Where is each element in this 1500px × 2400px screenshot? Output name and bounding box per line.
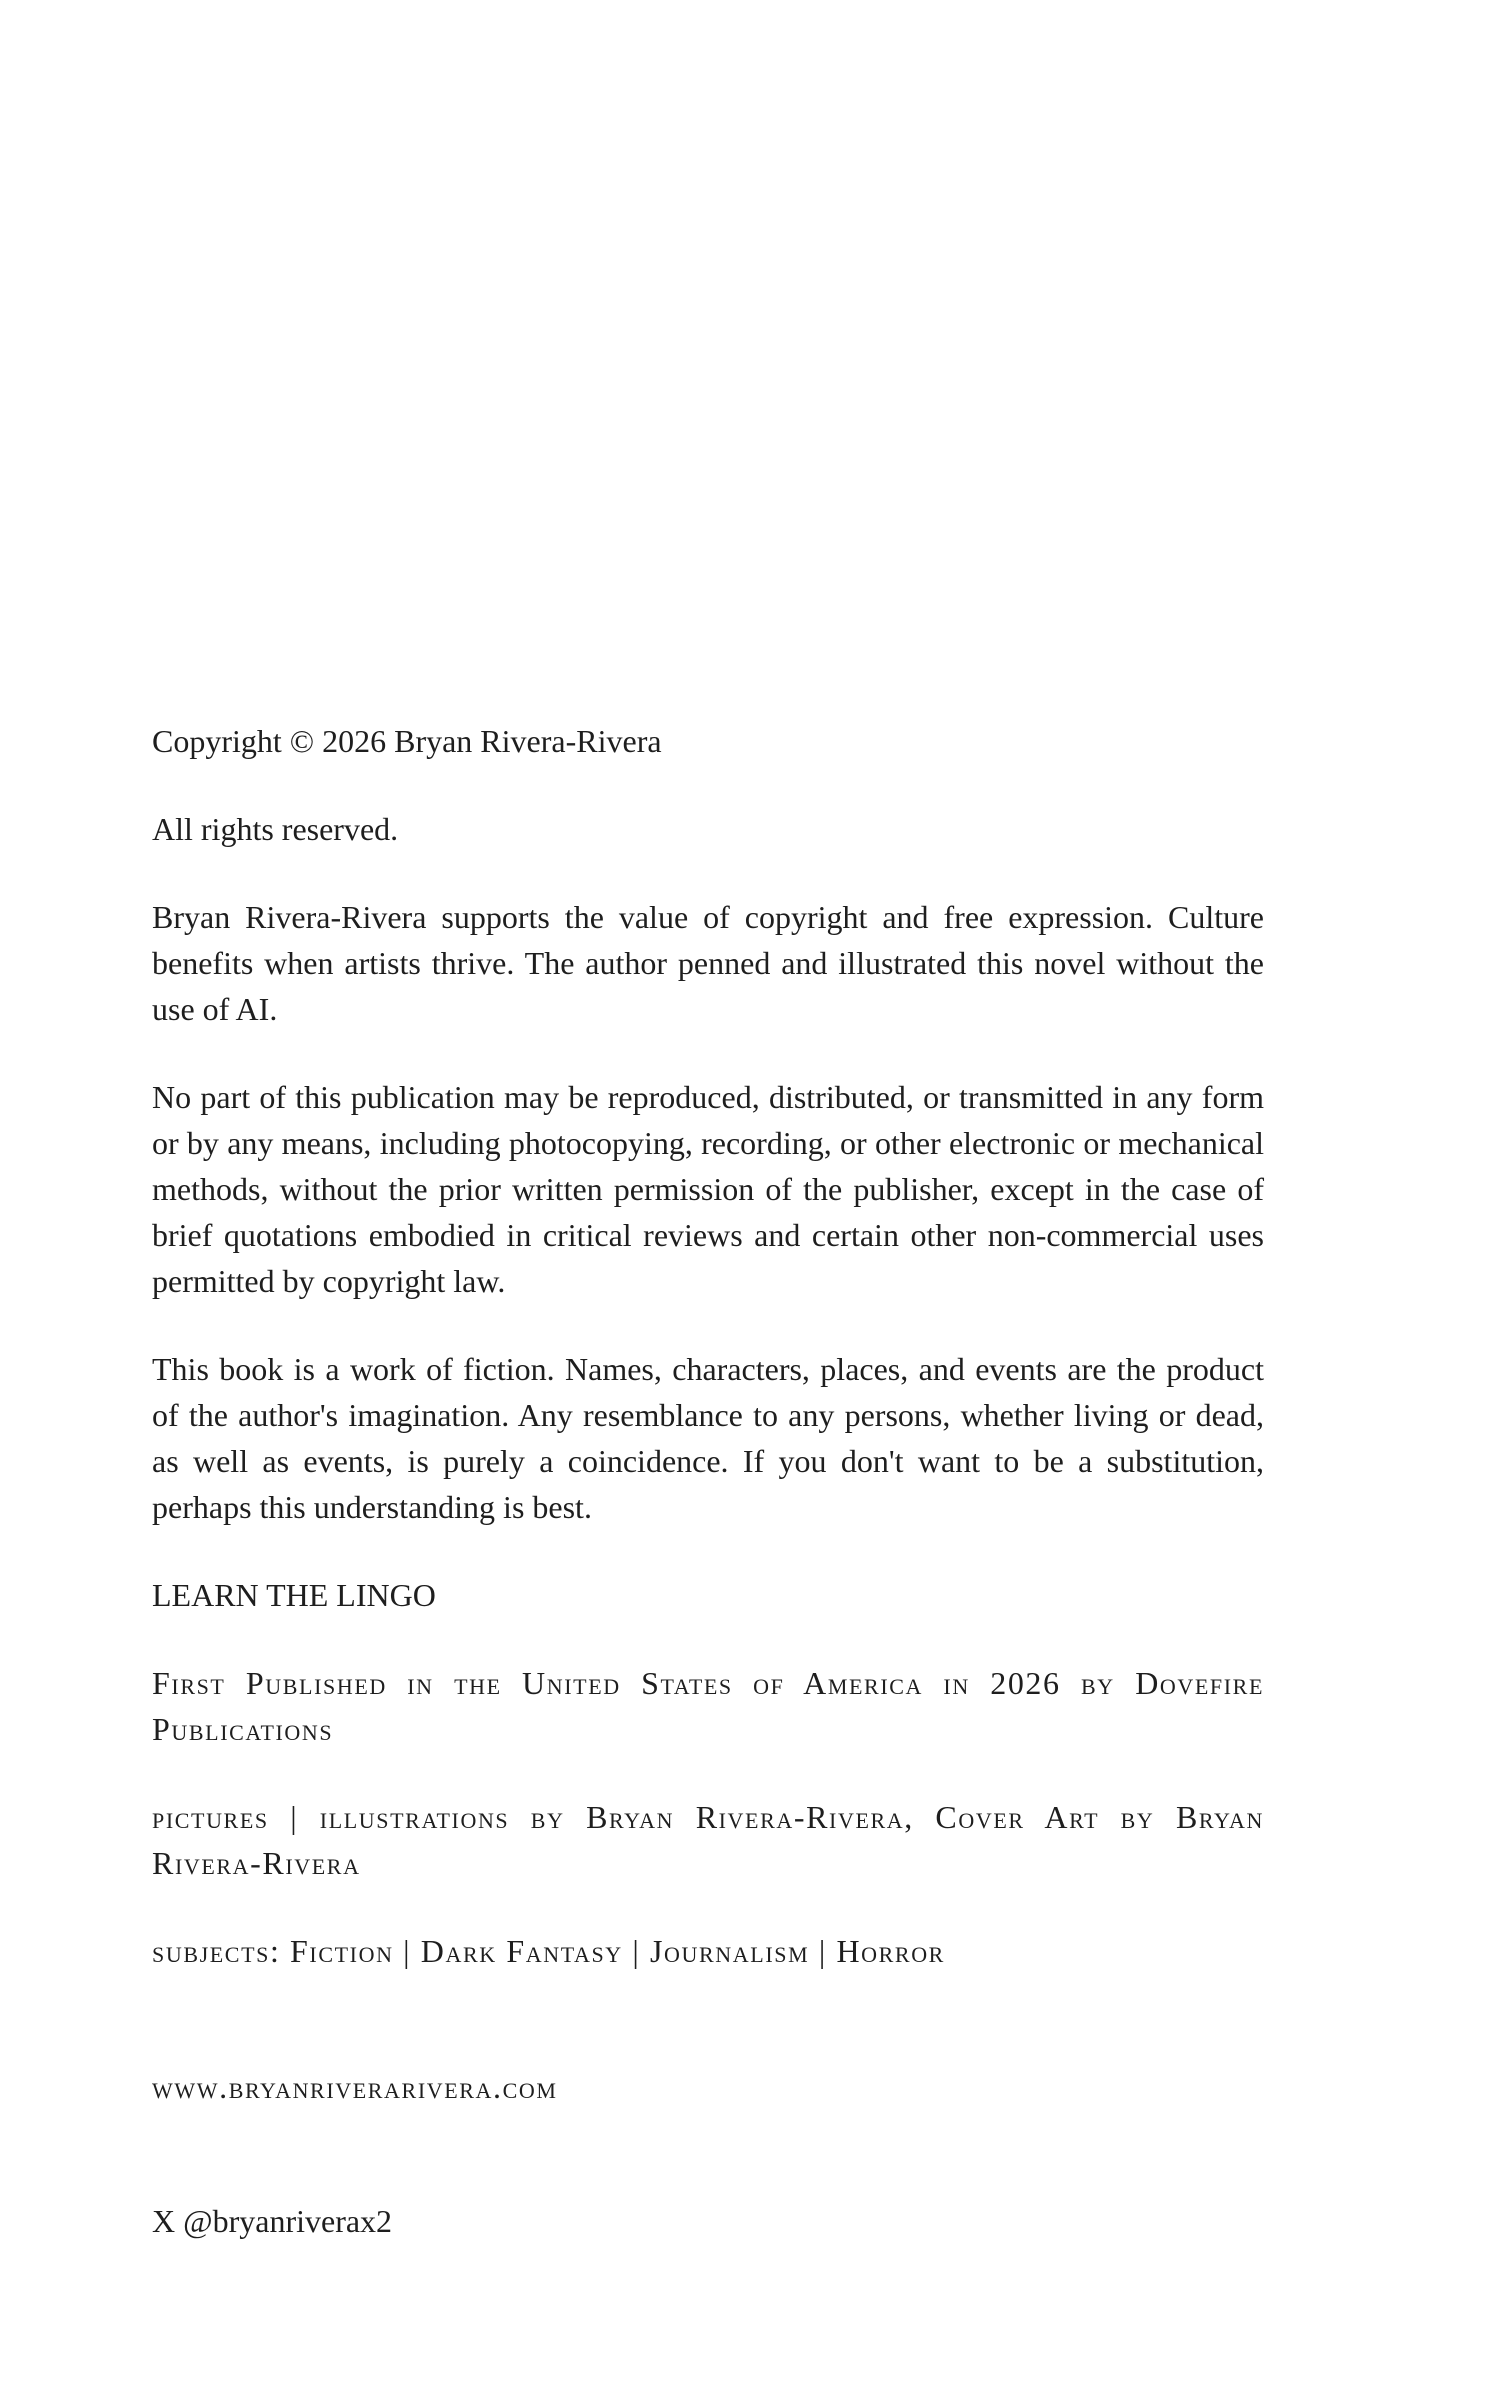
website-link[interactable]: www.bryanriverarivera.com (152, 2069, 558, 2105)
fiction-disclaimer: This book is a work of fiction. Names, characters, places, and events are the product of the author's imagination. Any resemblance to any persons, whether living or dead, as well as events, is purely a coincidence. If you don't want to be a substitution, perhaps this understanding is best. (152, 1351, 1264, 1525)
illustration-credits: pictures | illustrations by Bryan Rivera-Rivera, Cover Art by Bryan Rivera-Rivera (152, 1799, 1264, 1881)
book-title: LEARN THE LINGO (152, 1577, 436, 1613)
copyright-page (152, 718, 1264, 2244)
subjects-line: subjects: Fiction | Dark Fantasy | Journalism | Horror (152, 1933, 945, 1969)
support-statement: Bryan Rivera-Rivera supports the value of copyright and free expression. Culture benefits when artists thrive. The author penned and illustrated this novel without the use of AI. (152, 899, 1264, 1027)
first-published-line: First Published in the United States of America in 2026 by Dovefire Publications (152, 1665, 1264, 1747)
copyright-line: Copyright © 2026 Bryan Rivera-Rivera (152, 723, 662, 759)
social-handle[interactable]: X @bryanriverax2 (152, 2203, 393, 2239)
reproduction-notice: No part of this publication may be reproduced, distributed, or transmitted in any form or by any means, including photocopying, recording, or other electronic or mechanical methods, without the prior written permission of the publisher, except in the case of brief quotations embodied in critical reviews and certain other non-commercial uses permitted by copyright law. (152, 1079, 1264, 1299)
rights-reserved: All rights reserved. (152, 811, 399, 847)
